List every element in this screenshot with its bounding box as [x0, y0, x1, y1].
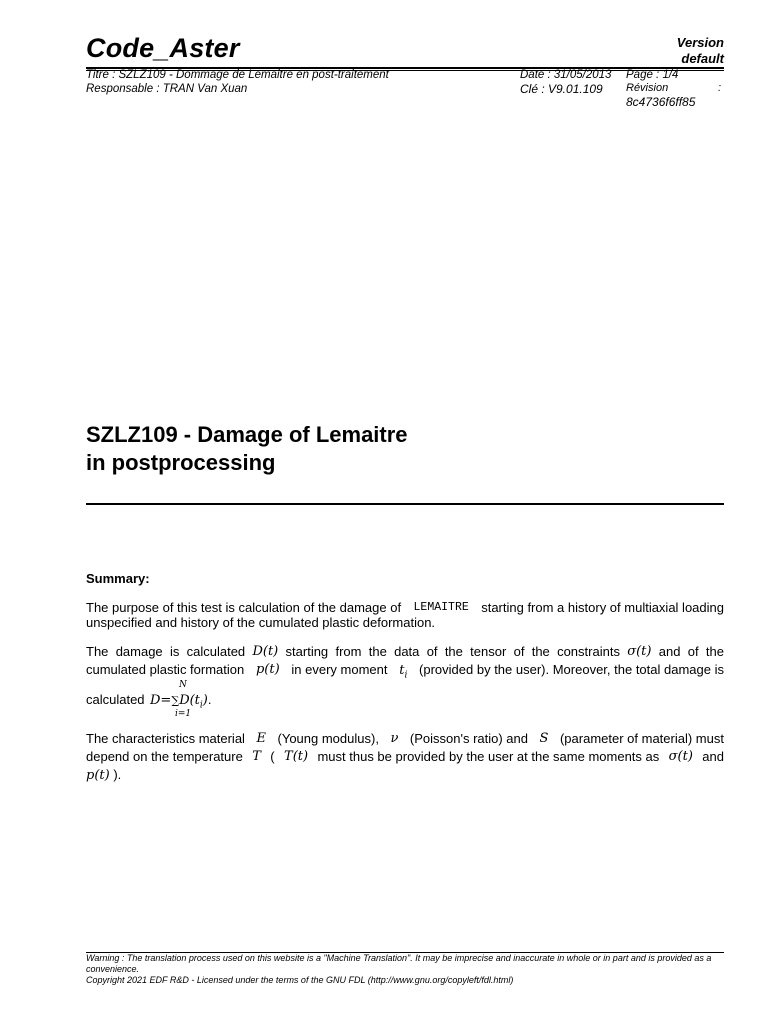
summary-paragraph-2 — [86, 643, 724, 723]
p3-text-a: The characteristics material — [86, 731, 245, 746]
p2-word: the — [368, 644, 387, 659]
p3-text-d: (parameter of material) must — [559, 731, 724, 746]
p3-text-g: must thus be provided by the user at the same moments as — [317, 749, 660, 764]
formula-t: t — [399, 663, 405, 678]
logo: Code_Aster — [86, 33, 240, 63]
doc-title-line: Titre : SZLZ109 - Dommage de Lemaitre en post-traitement — [86, 69, 389, 81]
p3-text-c: (Poisson's ratio) and — [409, 731, 528, 746]
p3-text-b: (Young modulus), — [277, 731, 379, 746]
formula-d-t: D(t — [179, 693, 200, 708]
symbol-young-modulus: E — [256, 731, 266, 746]
version-block — [677, 35, 724, 67]
revision-label: Révision — [626, 82, 669, 94]
version-label: Version — [676, 35, 724, 50]
formula-t-of-t: T(t) — [284, 749, 309, 764]
sum-lower-limit: i=1 — [175, 709, 192, 719]
p2-text-line2-c: (provided by the user). Moreover, the total damage is — [419, 662, 724, 677]
symbol-material-parameter: S — [539, 731, 549, 746]
p2-word: of — [687, 644, 699, 659]
title-rule — [86, 503, 724, 505]
summary-paragraph-1 — [86, 599, 724, 633]
formula-sum-sign: ∑ — [171, 694, 180, 707]
formula-p-of-t: p(t) — [86, 768, 110, 783]
p2-word: constraints — [557, 644, 620, 659]
p2-word: of — [513, 644, 525, 659]
formula-close: ) — [202, 693, 208, 708]
doc-key: Clé : V9.01.109 — [520, 82, 603, 96]
footer-warning: Warning : The translation process used on this website is a "Machine Translation". It may be imprecise and inaccurate in whole or in part and is provided as a convenience. — [86, 953, 712, 974]
p2-word: damage — [115, 644, 163, 659]
revision-colon: : — [718, 82, 722, 94]
p2-text-line2-b: in every moment — [291, 662, 388, 677]
symbol-poisson-ratio: ν — [390, 731, 399, 746]
p2-word: the — [705, 644, 724, 659]
formula-t-subscript: i — [404, 670, 408, 681]
p1-text-b: starting from a history of multiaxial loading — [481, 600, 724, 615]
p2-word: starting — [285, 644, 329, 659]
date: Date : 31/05/2013 — [520, 69, 612, 81]
p3-text-i: ). — [113, 767, 122, 782]
p1-text-c: unspecified and history of the cumulated plastic deformation. — [86, 615, 436, 630]
p1-text-a: The purpose of this test is calculation of the damage of — [86, 600, 402, 615]
p2-word: tensor — [470, 644, 507, 659]
formula-sigma-of-t: σ(t) — [627, 644, 652, 659]
p2-text-line3: calculated — [86, 692, 145, 707]
p2-word: the — [531, 644, 550, 659]
lemaitre-code: LEMAITRE — [413, 601, 469, 614]
responsible-line: Responsable : TRAN Van Xuan — [86, 83, 248, 95]
p2-word: is — [169, 644, 180, 659]
document-title-line-1: SZLZ109 - Damage of Lemaitre — [86, 422, 408, 447]
p2-word: data — [394, 644, 420, 659]
summary-paragraph-3 — [86, 730, 724, 786]
formula-subscript-i: i — [199, 700, 203, 711]
p2-word: The — [86, 644, 109, 659]
document-title-line-2: in postprocessing — [86, 450, 276, 475]
version-value: default — [681, 51, 724, 66]
formula-d-of-t: D(t) — [252, 644, 279, 659]
p2-word: and — [658, 644, 681, 659]
p2-word: from — [335, 644, 362, 659]
footer-copyright: Copyright 2021 EDF R&D - Licensed under the terms of the GNU FDL (http://www.gnu.org/copyleft/fdl.html) — [86, 975, 514, 985]
p2-line3-period: . — [207, 692, 212, 707]
p2-text-line2-a: cumulated plastic formation — [86, 662, 245, 677]
summary-heading: Summary: — [86, 571, 150, 586]
formula-total-d: D= — [150, 693, 172, 708]
sum-upper-limit: N — [179, 680, 187, 690]
symbol-temperature: T — [252, 749, 261, 764]
p3-text-f: ( — [270, 749, 275, 764]
document-title — [86, 421, 408, 477]
p2-word: calculated — [186, 644, 246, 659]
p3-text-h: and — [702, 749, 724, 764]
revision-value: 8c4736f6ff85 — [626, 95, 696, 109]
formula-p-of-t: p(t) — [255, 662, 280, 677]
formula-sigma-of-t: σ(t) — [668, 749, 693, 764]
p2-word: of — [426, 644, 438, 659]
p3-text-e: depend on the temperature — [86, 749, 243, 764]
page-number: Page : 1/4 — [626, 69, 679, 81]
p2-word: the — [444, 644, 463, 659]
